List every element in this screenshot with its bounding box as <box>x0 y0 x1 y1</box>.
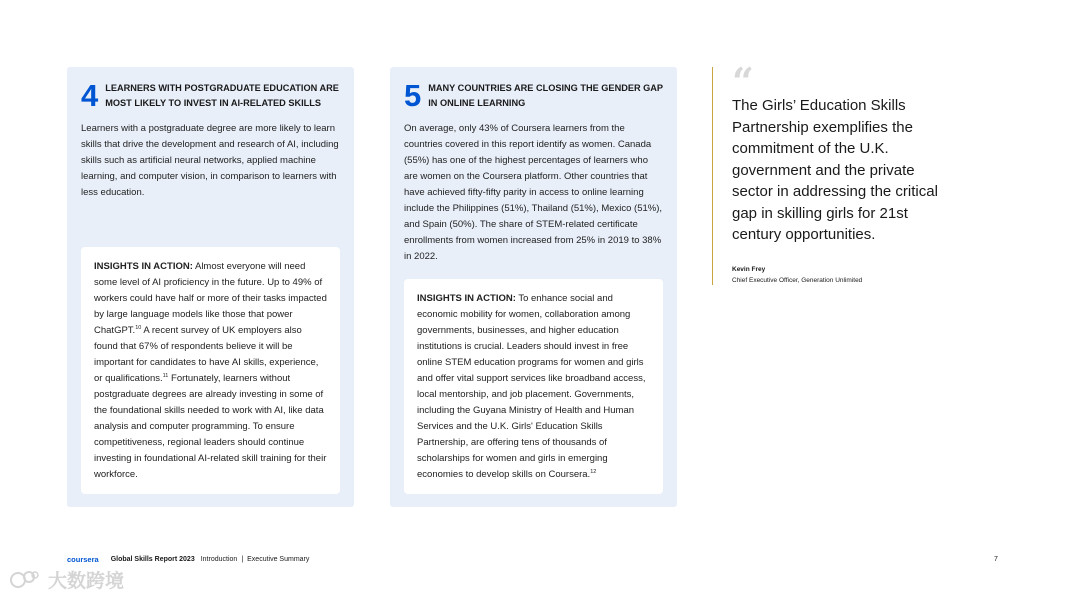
insight-card-5 <box>390 67 677 507</box>
card-4-insight-box <box>81 247 340 494</box>
card-4-header <box>81 78 340 113</box>
page-footer <box>67 555 309 564</box>
quote-author-name: Kevin Frey <box>732 265 766 273</box>
card-4-insight-text-2: A recent survey of UK employers also found that 67% of respondents believe it will be important for candidates to have AI skills, experience, or qualifications. <box>94 325 319 384</box>
card-5-insight-label: INSIGHTS IN ACTION: <box>417 293 516 304</box>
card-5-heading: MANY COUNTRIES ARE CLOSING THE GENDER GAP IN ONLINE LEARNING <box>428 83 663 108</box>
footnote-ref-10[interactable]: 10 <box>135 324 142 331</box>
card-5-body: On average, only 43% of Coursera learners from the countries covered in this report identify as women. Canada (55%) has one of the highest percentages of learners who are women on the Coursera platform. Other countries that have achieved fifty-fifty parity in access to online learning include the Philippines (51%), Thailand (51%), Mexico (51%), and Spain (50%). The share of STEM-related certificate enrollments from women increased from 25% in 2019 to 38% in 2022. <box>404 123 663 262</box>
footer-link-introduction[interactable]: Introduction <box>200 556 238 563</box>
coursera-logo[interactable]: coursera <box>67 555 99 564</box>
card-5-insight-box <box>404 279 663 494</box>
quote-mark-icon: “ <box>732 59 754 104</box>
card-5-header <box>404 78 663 113</box>
card-4-body: Learners with a postgraduate degree are more likely to learn skills that drive the development and research of AI, including skills such as artificial neural networks, applied machine learning, and computer vision, in comparison to learners with less education. <box>81 123 339 198</box>
page-number: 7 <box>994 556 998 563</box>
quote-author-role: Chief Executive Officer, Generation Unlimited <box>732 276 863 284</box>
insight-card-4 <box>67 67 354 507</box>
report-title: Global Skills Report 2023 <box>110 556 195 563</box>
footer-divider: | <box>241 556 244 563</box>
card-4-insight-label: INSIGHTS IN ACTION: <box>94 261 193 272</box>
card-4-insight-text-1: Almost everyone will need some level of AI proficiency in the future. Up to 49% of workers could have half or more of their tasks impacted by large language models like those that power ChatGPT. <box>94 261 327 336</box>
card-4-insight-text-3: Fortunately, learners without postgraduate degrees are already investing in some of the foundational skills needed to work with AI, like data analysis and computer programming. To ensure competitiveness, regional leaders should continue investing in foundational AI-related skill training for their workforce. <box>94 373 327 480</box>
card-4-heading: LEARNERS WITH POSTGRADUATE EDUCATION ARE MOST LIKELY TO INVEST IN AI-RELATED SKILLS <box>105 83 339 108</box>
footer-link-executive-summary[interactable]: Executive Summary <box>247 556 310 563</box>
pull-quote <box>712 59 952 285</box>
footnote-ref-12[interactable]: 12 <box>590 468 597 475</box>
card-5-number: 5 <box>404 78 422 113</box>
watermark-text: 大数跨境 <box>48 571 125 592</box>
card-4-number: 4 <box>81 78 99 113</box>
card-5-insight-text: To enhance social and economic mobility for women, collaboration among governments, businesses, and higher education institutions is crucial. Leaders should invest in free online STEM education programs for women and girls and offer vital support services like broadband access, local mentorship, and job placement. Governments, including the Guyana Ministry of Health and Human Services and the U.K. Girls' Education Skills Partnership, are offering tens of thousands of scholarships for women and girls in emerging economies to develop skills on Coursera. <box>417 293 646 480</box>
watermark-logo-icon <box>10 569 40 591</box>
quote-text: The Girls’ Education Skills Partnership exemplifies the commitment of the U.K. government and the private sector in addressing the critical gap in skilling girls for 21st century opportunities. <box>732 97 938 243</box>
watermark <box>10 566 124 593</box>
footnote-ref-11[interactable]: 11 <box>162 372 169 379</box>
